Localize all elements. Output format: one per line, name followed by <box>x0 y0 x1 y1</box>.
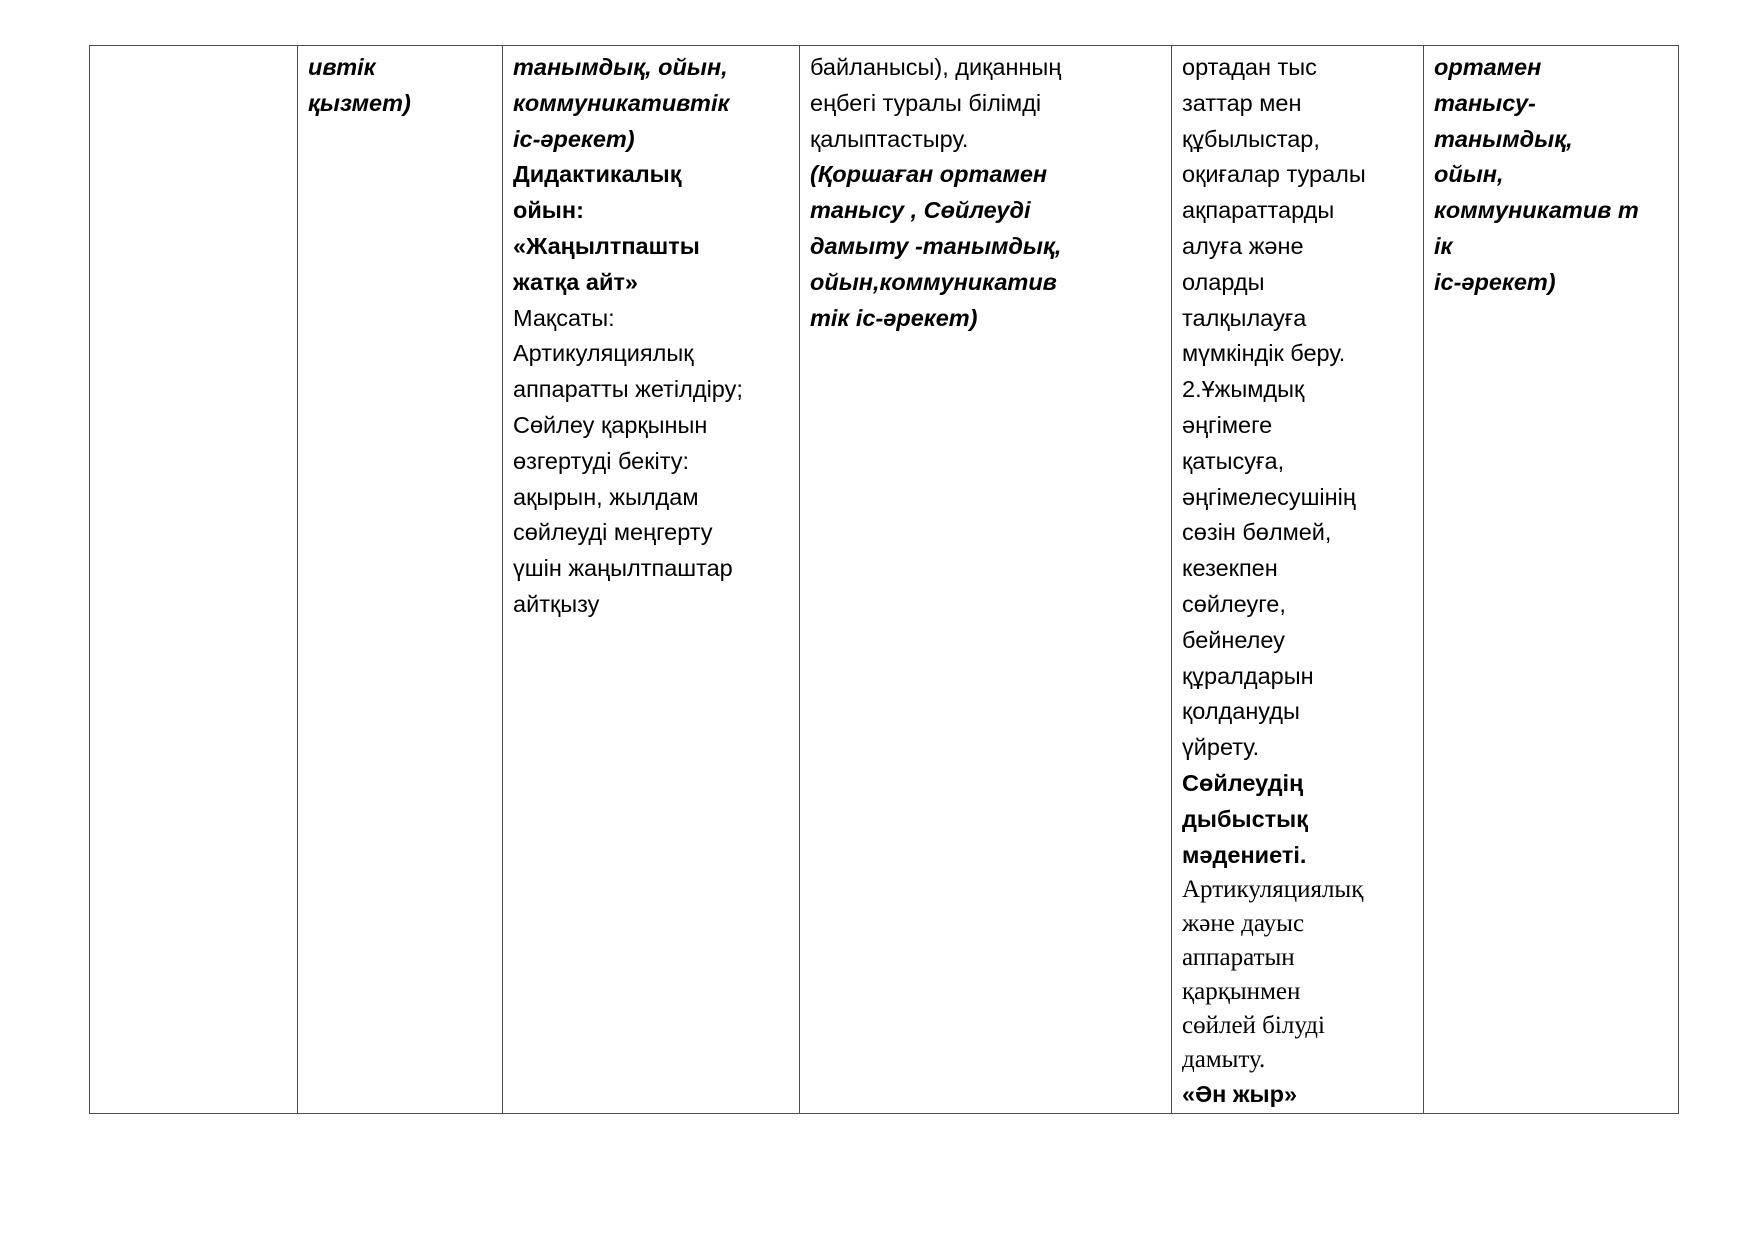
cell-text-line: әңгімелесушінің <box>1182 483 1356 510</box>
table-cell-col-5 <box>1172 46 1424 1114</box>
cell-text-line: мүмкіндік беру. <box>1182 340 1346 367</box>
cell-text-line: байланысы), диқанның <box>810 54 1062 80</box>
cell-text-line: іс-әрекет) <box>1434 268 1556 295</box>
cell-text-line: ивтік <box>308 54 376 80</box>
plan-table-wrapper <box>89 45 1679 1114</box>
cell-text-line: Дидактикалық <box>513 161 682 188</box>
cell-text-line: «Ән жыр» <box>1182 1081 1298 1108</box>
table-cell-col-4 <box>800 46 1172 1114</box>
cell-text-line: бейнелеу <box>1182 626 1285 653</box>
cell-text-line: (Қоршаған ортамен <box>810 161 1048 188</box>
cell-text-line: ойын: <box>513 197 584 224</box>
table-cell-col-6 <box>1424 46 1679 1114</box>
cell-text-line: құбылыстар, <box>1182 125 1320 152</box>
cell-text-line: мәдениеті. <box>1182 841 1307 868</box>
cell-text-line: ақпараттарды <box>1182 197 1335 224</box>
cell-text-line: қолдануды <box>1182 698 1300 725</box>
lesson-plan-table <box>89 45 1679 1114</box>
cell-text-line: оларды <box>1182 268 1265 295</box>
cell-text-line: коммуникативтік <box>513 89 730 116</box>
cell-text-line: Сөйлеу қарқынын <box>513 411 708 438</box>
table-cell-col-2 <box>298 46 503 1114</box>
cell-text-line: танысу , Сөйлеуді <box>810 197 1031 224</box>
cell-text-line: іс-әрекет) <box>513 125 635 152</box>
cell-text-line: ақырын, жылдам <box>513 483 699 510</box>
cell-text-line: ік <box>1434 232 1453 259</box>
cell-text-line: дыбыстық <box>1182 805 1308 832</box>
cell-text-line: дамыту. <box>1182 1046 1266 1074</box>
cell-text-line: тік іс-әрекет) <box>810 304 978 331</box>
cell-text-line: оқиғалар туралы <box>1182 161 1366 188</box>
table-cell-col-3 <box>503 46 800 1114</box>
table-cell-col-1 <box>90 46 298 1114</box>
cell-text-line: қызмет) <box>308 89 411 116</box>
cell-text-line: танымдық, <box>1434 125 1573 152</box>
cell-text-line: Мақсаты: <box>513 304 615 331</box>
cell-text-line: сөйлеуге, <box>1182 590 1286 617</box>
cell-text-line: Сөйлеудің <box>1182 769 1304 796</box>
table-row <box>90 46 1679 1114</box>
cell-text-line: үйрету. <box>1182 734 1260 761</box>
cell-text-line: кезекпен <box>1182 555 1278 582</box>
cell-text-line: танымдық, ойын, <box>513 54 728 80</box>
cell-text-line: талқылауға <box>1182 304 1307 331</box>
cell-text-line: және дауыс <box>1182 910 1305 938</box>
cell-text-line: заттар мен <box>1182 89 1302 116</box>
cell-text-line: аппаратты жетілдіру; <box>513 376 743 403</box>
cell-text-line: қарқынмен <box>1182 978 1301 1006</box>
cell-text-line: қатысуға, <box>1182 447 1285 474</box>
cell-text-line: әңгімеге <box>1182 411 1273 438</box>
cell-text-line: сөйлеуді меңгерту <box>513 519 713 546</box>
cell-text-line: 2.Ұжымдық <box>1182 376 1305 403</box>
cell-text-line: өзгертуді бекіту: <box>513 447 690 474</box>
cell-text-line: Артикуляциялық <box>513 340 694 367</box>
cell-text-line: үшін жаңылтпаштар <box>513 555 733 582</box>
cell-text-line: Артикуляциялық <box>1182 876 1364 904</box>
cell-text-line: ойын,коммуникатив <box>810 268 1057 295</box>
cell-text-line: құралдарын <box>1182 662 1314 689</box>
cell-text-line: ойын, <box>1434 161 1504 188</box>
cell-text-line: коммуникатив т <box>1434 197 1639 224</box>
cell-text-line: еңбегі туралы білімді <box>810 89 1042 116</box>
cell-text-line: сөйлей білуді <box>1182 1012 1325 1040</box>
cell-text-line: алуға және <box>1182 232 1304 259</box>
cell-text-line: айтқызу <box>513 590 600 617</box>
cell-text-line: танысу- <box>1434 89 1536 116</box>
cell-text-line: жатқа айт» <box>513 268 638 295</box>
cell-text-line: ортамен <box>1434 54 1542 80</box>
cell-text-line: аппаратын <box>1182 944 1295 972</box>
cell-text-line: сөзін бөлмей, <box>1182 519 1332 546</box>
cell-text-line: ортадан тыс <box>1182 54 1317 80</box>
cell-text-line: қалыптастыру. <box>810 125 969 152</box>
cell-text-line: дамыту -танымдық, <box>810 232 1062 259</box>
cell-text-line: «Жаңылтпашты <box>513 232 700 259</box>
